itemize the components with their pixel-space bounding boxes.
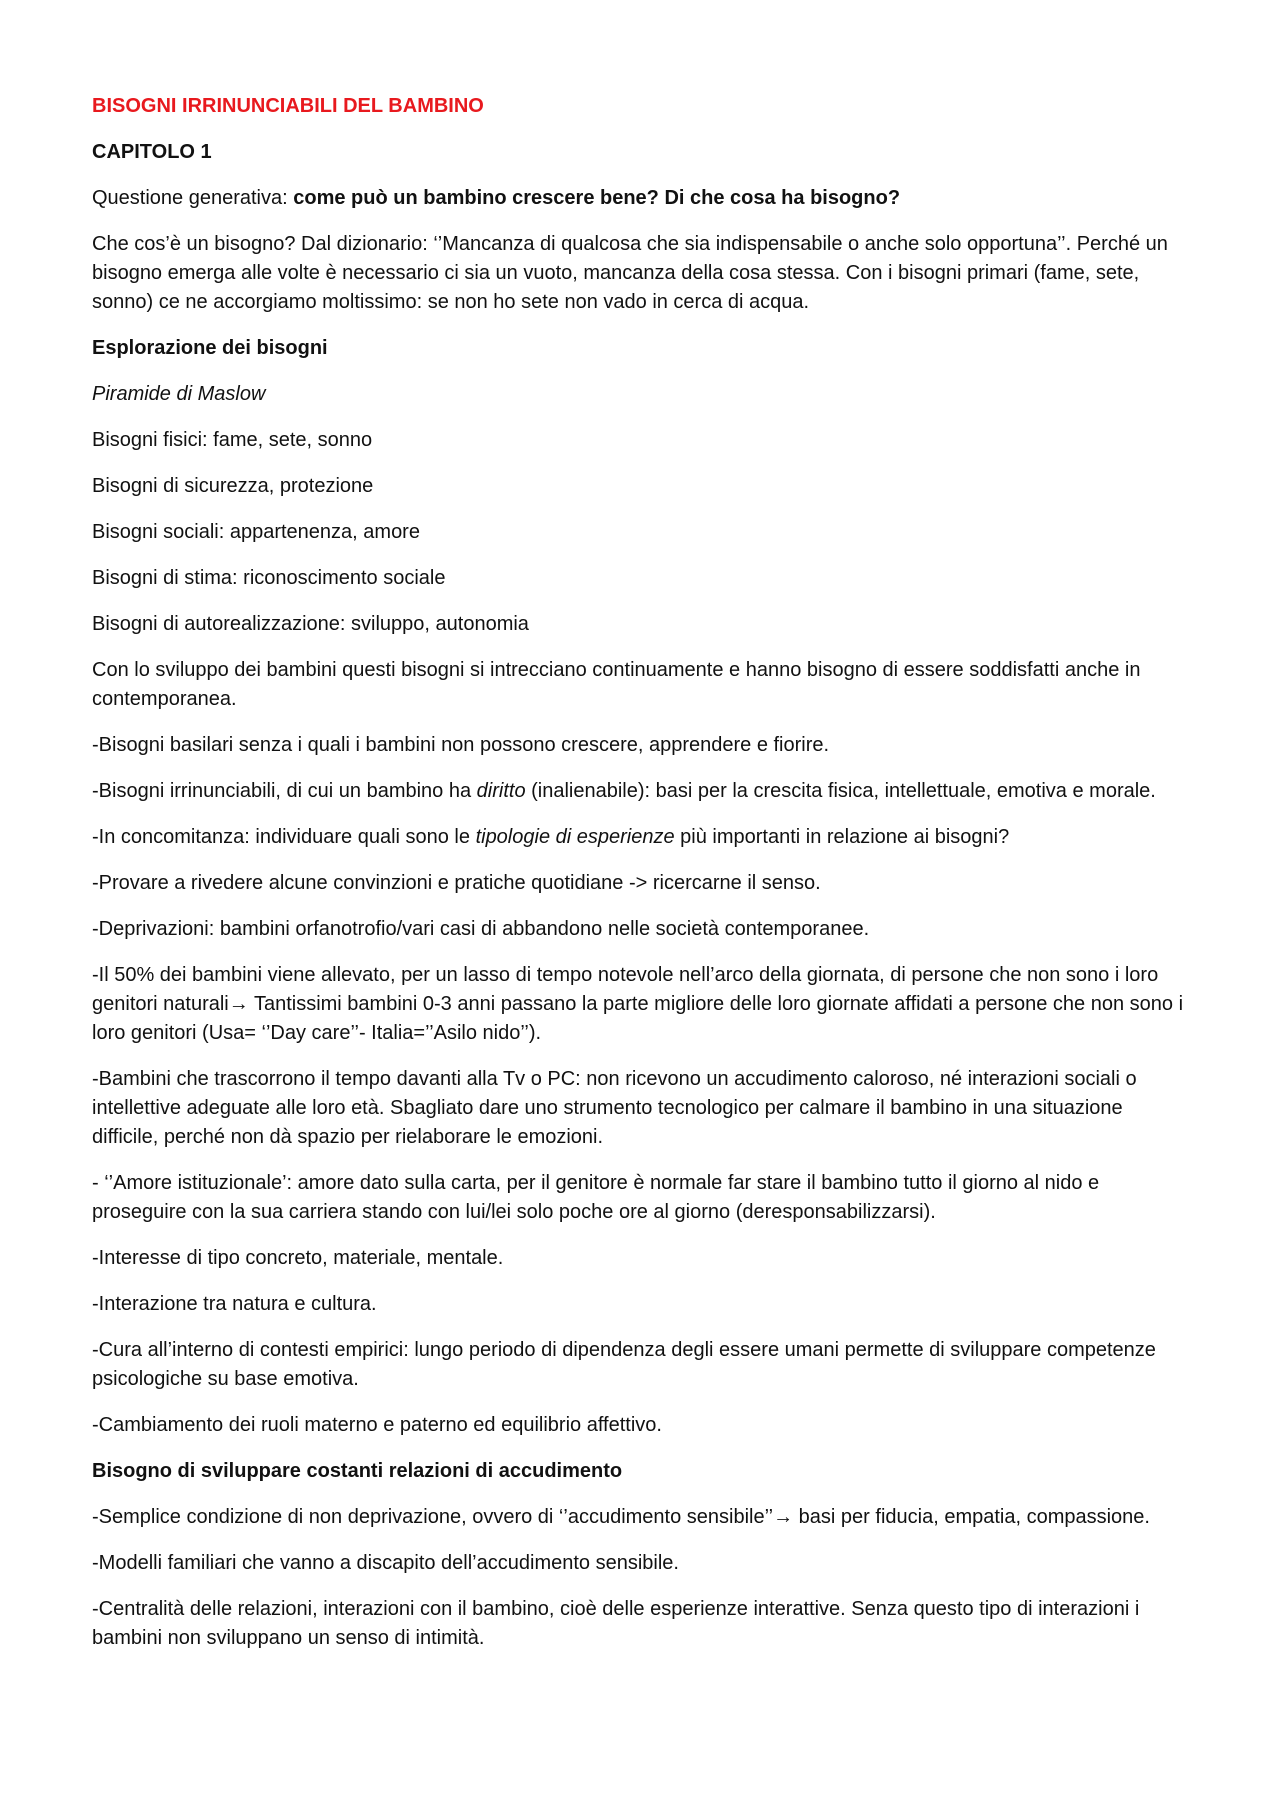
paragraph: -Semplice condizione di non deprivazione, ovvero di ‘’accudimento sensibile’’→ basi per fiducia, empatia, compassione. <box>92 1506 1150 1528</box>
paragraph: -Cambiamento dei ruoli materno e paterno ed equilibrio affettivo. <box>92 1414 662 1436</box>
paragraph: -Bambini che trascorrono il tempo davanti alla Tv o PC: non ricevono un accudimento caloroso, né interazioni sociali o intellettive adeguate alle loro età. Sbagliato dare uno strumento tecnologico per calmare il bambino in una situazione difficile, perché non dà spazio per rielaborare le emozioni. <box>92 1068 1137 1148</box>
text-run: (inalienabile): basi per la crescita fisica, intellettuale, emotiva e morale. <box>525 780 1156 802</box>
maslow-item: Bisogni di sicurezza, protezione <box>92 475 374 497</box>
paragraph: -Interazione tra natura e cultura. <box>92 1293 377 1315</box>
text-run: -Bisogni irrinunciabili, di cui un bambino ha <box>92 780 477 802</box>
italic-term: diritto <box>476 780 526 802</box>
chapter-heading: CAPITOLO 1 <box>92 141 212 163</box>
paragraph: -Modelli familiari che vanno a discapito dell’accudimento sensibile. <box>92 1552 679 1574</box>
text-run: più importanti in relazione ai bisogni? <box>674 826 1010 848</box>
paragraph <box>92 823 1188 852</box>
paragraph: - ‘’Amore istituzionale’: amore dato sulla carta, per il genitore è normale far stare il bambino tutto il giorno al nido e proseguire con la sua carriera stando con lui/lei solo poche ore al giorno (deresponsabilizzarsi). <box>92 1172 1100 1223</box>
document-title: BISOGNI IRRINUNCIABILI DEL BAMBINO <box>92 95 484 117</box>
paragraph: -Bisogni basilari senza i quali i bambini non possono crescere, apprendere e fiorire. <box>92 734 830 756</box>
section-heading-exploration: Esplorazione dei bisogni <box>92 337 328 359</box>
generative-question <box>92 184 1188 213</box>
paragraph: -Provare a rivedere alcune convinzioni e pratiche quotidiane -> ricercarne il senso. <box>92 872 821 894</box>
maslow-item: Bisogni fisici: fame, sete, sonno <box>92 429 373 451</box>
paragraph: -Cura all’interno di contesti empirici: lungo periodo di dipendenza degli essere umani permette di sviluppare competenze psicologiche su base emotiva. <box>92 1339 1156 1390</box>
section-heading-care: Bisogno di sviluppare costanti relazioni di accudimento <box>92 1460 623 1482</box>
italic-term: tipologie di esperienze <box>475 826 675 848</box>
paragraph: -Centralità delle relazioni, interazioni con il bambino, cioè delle esperienze interattive. Senza questo tipo di interazioni i bambini non sviluppano un senso di intimità. <box>92 1598 1140 1649</box>
question-lead: Questione generativa: <box>92 187 294 209</box>
paragraph: -Interesse di tipo concreto, materiale, mentale. <box>92 1247 504 1269</box>
maslow-item: Bisogni di stima: riconoscimento sociale <box>92 567 446 589</box>
maslow-item: Bisogni di autorealizzazione: sviluppo, autonomia <box>92 613 529 635</box>
paragraph: -Il 50% dei bambini viene allevato, per un lasso di tempo notevole nell’arco della giornata, di persone che non sono i loro genitori naturali→ Tantissimi bambini 0-3 anni passano la parte migliore delle loro giornate affidati a persone che non sono i loro genitori (Usa= ‘’Day care’’- Italia=’’Asilo nido’’). <box>92 964 1184 1044</box>
paragraph: Con lo sviluppo dei bambini questi bisogni si intrecciano continuamente e hanno bisogno di essere soddisfatti anche in contemporanea. <box>92 659 1141 710</box>
text-run: -In concomitanza: individuare quali sono le <box>92 826 476 848</box>
maslow-item: Bisogni sociali: appartenenza, amore <box>92 521 420 543</box>
question-text: come può un bambino crescere bene? Di che cosa ha bisogno? <box>293 187 901 209</box>
definition-paragraph: Che cos’è un bisogno? Dal dizionario: ‘’Mancanza di qualcosa che sia indispensabile o anche solo opportuna’’. Perché un bisogno emerga alle volte è necessario ci sia un vuoto, mancanza della cosa stessa. Con i bisogni primari (fame, sete, sonno) ce ne accorgiamo moltissimo: se non ho sete non vado in cerca di acqua. <box>92 233 1168 313</box>
maslow-heading: Piramide di Maslow <box>92 383 266 405</box>
paragraph <box>92 777 1188 806</box>
paragraph: -Deprivazioni: bambini orfanotrofio/vari casi di abbandono nelle società contemporanee. <box>92 918 870 940</box>
